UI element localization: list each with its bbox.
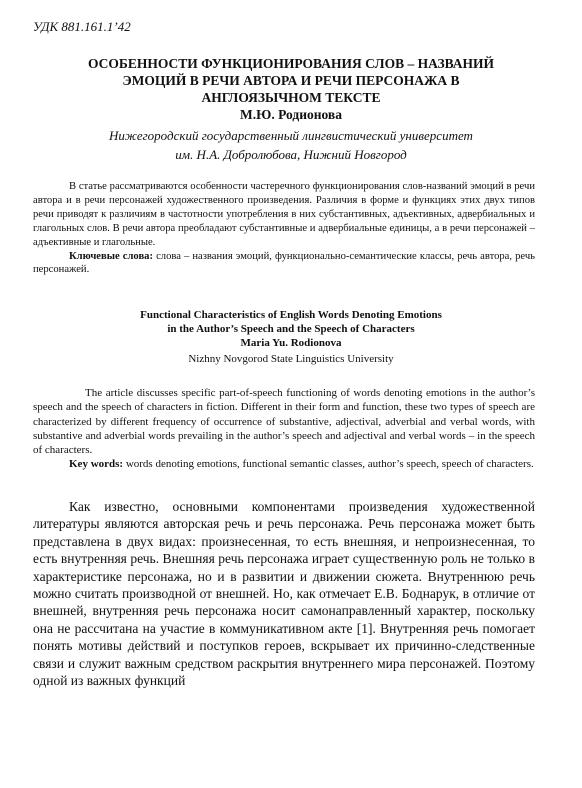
title-line: АНГЛОЯЗЫЧНОМ ТЕКСТЕ <box>201 90 381 105</box>
keywords-ru <box>33 250 535 278</box>
en-title-line: in the Author’s Speech and the Speech of Characters <box>167 323 415 335</box>
abstract-en-text: The article discusses specific part-of-speech functioning of words denoting emotions in the author’s speech and the speech of characters in fiction. Different in their form and function, these two types of speech are characterized by different frequency of occurrence of substantive, adjectival, adverbial and verbal words, with substantive and adverbial words prevailing in the author’s speech and adjectival and verbal words – in the speech of characters. <box>33 387 535 457</box>
keywords-en-label: Key words: <box>69 458 124 471</box>
abstract-russian <box>33 180 535 277</box>
author-name: М.Ю. Родионова <box>240 107 342 122</box>
affiliation-line: Нижегородский государственный лингвистический университет <box>109 128 473 143</box>
english-affiliation: Nizhny Novgorod State Linguistics University <box>188 353 394 365</box>
keywords-en-text: words denoting emotions, functional semantic classes, author’s speech, speech of characters. <box>123 458 534 471</box>
udk-code: УДК 881.161.1’42 <box>33 19 131 34</box>
affiliation-line: им. Н.А. Добролюбова, Нижний Новгород <box>175 147 407 162</box>
abstract-ru-text: В статье рассматриваются особенности частеречного функционирования слов-названий эмоций в речи автора и в речи персонажей художественного произведения. Различия в форме и функциях этих двух типов речи приводят к различиям в частотности употребления в них субстантивных, адъективных, адвербиальных и глагольных слов. В речи автора преобладают субстантивные и адвербиальные единицы, а в речи персонажей – адъективные и глагольные. <box>33 181 535 248</box>
english-title <box>0 308 582 350</box>
keywords-ru-text: слова – названия эмоций, функционально-семантические классы, речь автора, речь персонажей. <box>33 250 536 276</box>
body-paragraph: Как известно, основными компонентами произведения художественной литературы являются авторская речь и речь персонажа. Речь персонажа может быть представлена в двух видах: произнесенная, то есть внешняя, и непроизнесенная, то есть внутренняя речь. Внешняя речь персонажа играет существенную роль не только в характеристике персонажа, но и в развитии и движении сюжета. Внутреннюю речь можно считать производной от внешней. Но, как отмечает Е.В. Боднарук, в отличие от внешней, внутренняя речь персонажа носит самонаправленный характер, поскольку она не рассчитана на участие в коммуникативном акте [1]. Внутренняя речь помогает понять мотивы действий и поступков героев, вскрывает их причинно-следственные связи и служит важным средством раскрытия внутреннего мира персонажей. Поэтому одной из важных функций <box>33 499 535 689</box>
keywords-en <box>33 457 535 471</box>
article-title <box>40 55 542 106</box>
en-title-line: Functional Characteristics of English Words Denoting Emotions <box>140 309 442 321</box>
affiliation <box>0 126 582 164</box>
en-author-name: Maria Yu. Rodionova <box>240 337 342 349</box>
title-line: ОСОБЕННОСТИ ФУНКЦИОНИРОВАНИЯ СЛОВ – НАЗВАНИЙ <box>87 56 495 71</box>
main-text <box>33 498 535 689</box>
title-line: ЭМОЦИЙ В РЕЧИ АВТОРА И РЕЧИ ПЕРСОНАЖА В <box>122 73 460 88</box>
abstract-english <box>33 386 535 472</box>
keywords-ru-label: Ключевые слова: <box>69 250 153 262</box>
